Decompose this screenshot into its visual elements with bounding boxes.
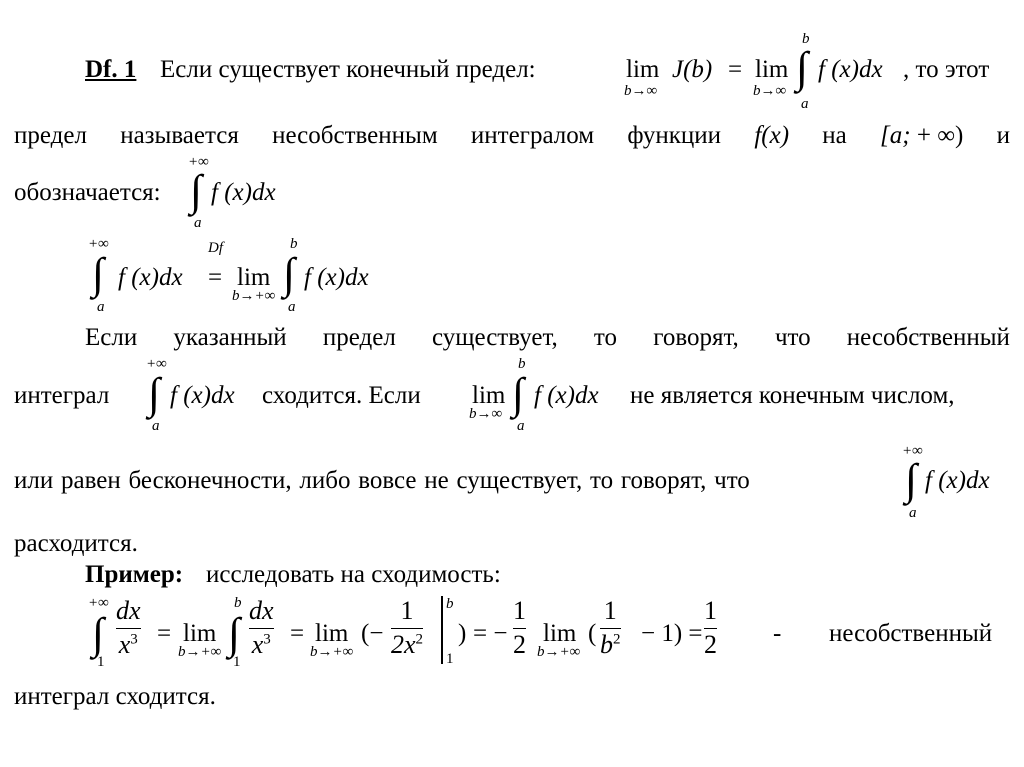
word: и [996, 122, 1010, 149]
ex-eq-3: = − [473, 620, 508, 647]
p2-lim-sub: b→∞ [469, 406, 503, 422]
ex-lim-3: lim [543, 620, 577, 647]
integral-sign: ∫ [283, 249, 296, 298]
p2-integrand-3: f (x)dx [925, 467, 990, 494]
base: b [600, 630, 613, 660]
word: f(x) [754, 122, 790, 149]
f1-equals: = [208, 264, 223, 291]
integral-sign: ∫ [796, 43, 809, 92]
diverges-text: расходится. [14, 530, 138, 557]
p2-lim: lim [472, 382, 506, 409]
integral-1-upper: b [802, 31, 810, 47]
exponent: 3 [263, 631, 271, 648]
f1-lower: a [97, 299, 105, 315]
f1-lower2: a [288, 299, 296, 315]
ex-lim-1: lim [183, 620, 217, 647]
integral-word: интеграл [14, 382, 110, 409]
p2-upper-3: +∞ [902, 443, 923, 459]
fraction-bar [249, 628, 274, 630]
numerator: 1 [513, 596, 526, 625]
example-text: исследовать на сходимость: [206, 561, 501, 588]
ex-upper: +∞ [88, 595, 109, 611]
exponent: 2 [613, 631, 621, 648]
ex-frac-3 [391, 597, 423, 660]
ex-lim-2-sub: b→+∞ [310, 644, 354, 660]
exponent: 2 [415, 631, 424, 648]
integral-sign: ∫ [228, 609, 241, 658]
denominator [600, 631, 621, 660]
f1-upper: +∞ [88, 236, 109, 252]
word: говорят, [653, 324, 739, 351]
ex-upper-b: b [234, 595, 242, 611]
ex-frac-1 [116, 597, 141, 660]
interval-end: ∞) [937, 122, 964, 149]
word: несобственным [272, 122, 438, 149]
integral-2-upper: +∞ [188, 154, 209, 170]
numerator: dx [249, 596, 274, 625]
definition-text: Если существует конечный предел: [160, 56, 536, 83]
fraction-bar [513, 628, 526, 630]
lim-1: lim [626, 56, 660, 83]
word: функции [627, 122, 722, 149]
denoted-label: обозначается: [14, 179, 161, 206]
ex-lower: 1 [97, 654, 105, 670]
denominator [391, 631, 423, 660]
lim-1-sub: b→∞ [624, 83, 658, 99]
integral-sign: ∫ [92, 249, 105, 298]
lim-2: lim [755, 56, 789, 83]
exponent: 3 [130, 631, 138, 648]
denominator [252, 631, 271, 660]
interval-plus: + [916, 122, 931, 149]
definition-line-2 [14, 123, 1010, 148]
ex-frac-result [704, 597, 717, 660]
word: Если [85, 324, 138, 351]
ex-frac-b2 [600, 597, 621, 660]
integral-sign: ∫ [190, 166, 203, 215]
base: x [118, 630, 131, 660]
lim-2-sub: b→∞ [753, 83, 787, 99]
integral-sign: ∫ [92, 609, 105, 658]
word: интегралом [470, 122, 595, 149]
word: на [822, 122, 847, 149]
para2-line-1 [85, 325, 1010, 350]
equals-1: = [728, 56, 743, 83]
ex-lower-1: 1 [233, 654, 241, 670]
converges-text: сходится. Если [262, 382, 421, 409]
ex-lim-2: lim [315, 620, 349, 647]
ex-frac-half [513, 597, 526, 660]
word: указанный [173, 324, 287, 351]
denominator: 2 [704, 630, 717, 660]
numerator: dx [116, 596, 141, 625]
fraction-bar [704, 628, 717, 630]
definition-label: Df. 1 [85, 56, 137, 83]
ex-close: ) [458, 620, 467, 647]
ex-frac-2 [249, 597, 274, 660]
integral-sign: ∫ [148, 369, 161, 418]
p2-upper-b: b [518, 356, 526, 372]
ex-minus-one: − 1) = [641, 620, 703, 647]
ex-lim-3-sub: b→+∞ [537, 644, 581, 660]
integral-2-lower: a [194, 215, 202, 231]
f1-upper2: b [290, 236, 298, 252]
f1-lim: lim [237, 264, 271, 291]
word: называется [120, 122, 239, 149]
integral-1-lower: a [801, 96, 809, 112]
eval-lower-1: 1 [446, 651, 454, 667]
eval-upper-b: b [446, 596, 454, 612]
word: существует, [431, 324, 558, 351]
numerator: 1 [400, 596, 414, 625]
ex-open: (− [361, 620, 384, 647]
denominator [119, 631, 138, 660]
ex-paren: ( [588, 620, 597, 647]
numerator: 1 [704, 596, 717, 625]
word: предел [14, 122, 87, 149]
f1-integrand: f (x)dx [118, 264, 183, 291]
p2-lower-3: a [909, 505, 917, 521]
base: 2x [391, 630, 416, 660]
integrand-2: f (x)dx [211, 179, 276, 206]
word: несобственный [846, 324, 1010, 351]
df-over-equals: Df [208, 240, 223, 256]
fraction-bar [600, 628, 621, 630]
interval-start: [a; [880, 122, 911, 149]
integral-sign: ∫ [905, 455, 918, 504]
not-finite-text: не является конечным числом, [630, 382, 955, 409]
p2-integrand-2: f (x)dx [534, 382, 599, 409]
ex-lim-1-sub: b→+∞ [178, 644, 222, 660]
ex-improper: несобственный [829, 620, 993, 647]
word: то [593, 324, 618, 351]
example-label: Пример: [85, 561, 184, 588]
p2-lower-a: a [517, 418, 525, 434]
base: x [251, 630, 264, 660]
integrand-1: f (x)dx [818, 56, 883, 83]
word: что [774, 324, 811, 351]
ex-last-line: интеграл сходится. [14, 683, 216, 710]
numerator: 1 [603, 596, 617, 625]
f1-integrand2: f (x)dx [304, 264, 369, 291]
ex-eq-1: = [157, 620, 172, 647]
p2-lower: a [152, 418, 160, 434]
p2-integrand: f (x)dx [170, 382, 235, 409]
evaluation-bar [441, 596, 443, 664]
p2-upper: +∞ [146, 356, 167, 372]
ex-eq-2: = [290, 620, 305, 647]
para2-line-3: или равен бесконечности, либо вовсе не существует, то говорят, что [14, 467, 750, 494]
j-of-b: J(b) [672, 56, 713, 83]
fraction-bar [116, 628, 141, 630]
ex-dash: - [773, 620, 782, 647]
interval [880, 123, 963, 148]
word: предел [322, 324, 396, 351]
fraction-bar [391, 628, 423, 630]
definition-tail: , то этот [903, 56, 990, 83]
integral-sign: ∫ [512, 369, 525, 418]
f1-lim-sub: b→+∞ [232, 288, 276, 304]
denominator: 2 [513, 630, 526, 660]
